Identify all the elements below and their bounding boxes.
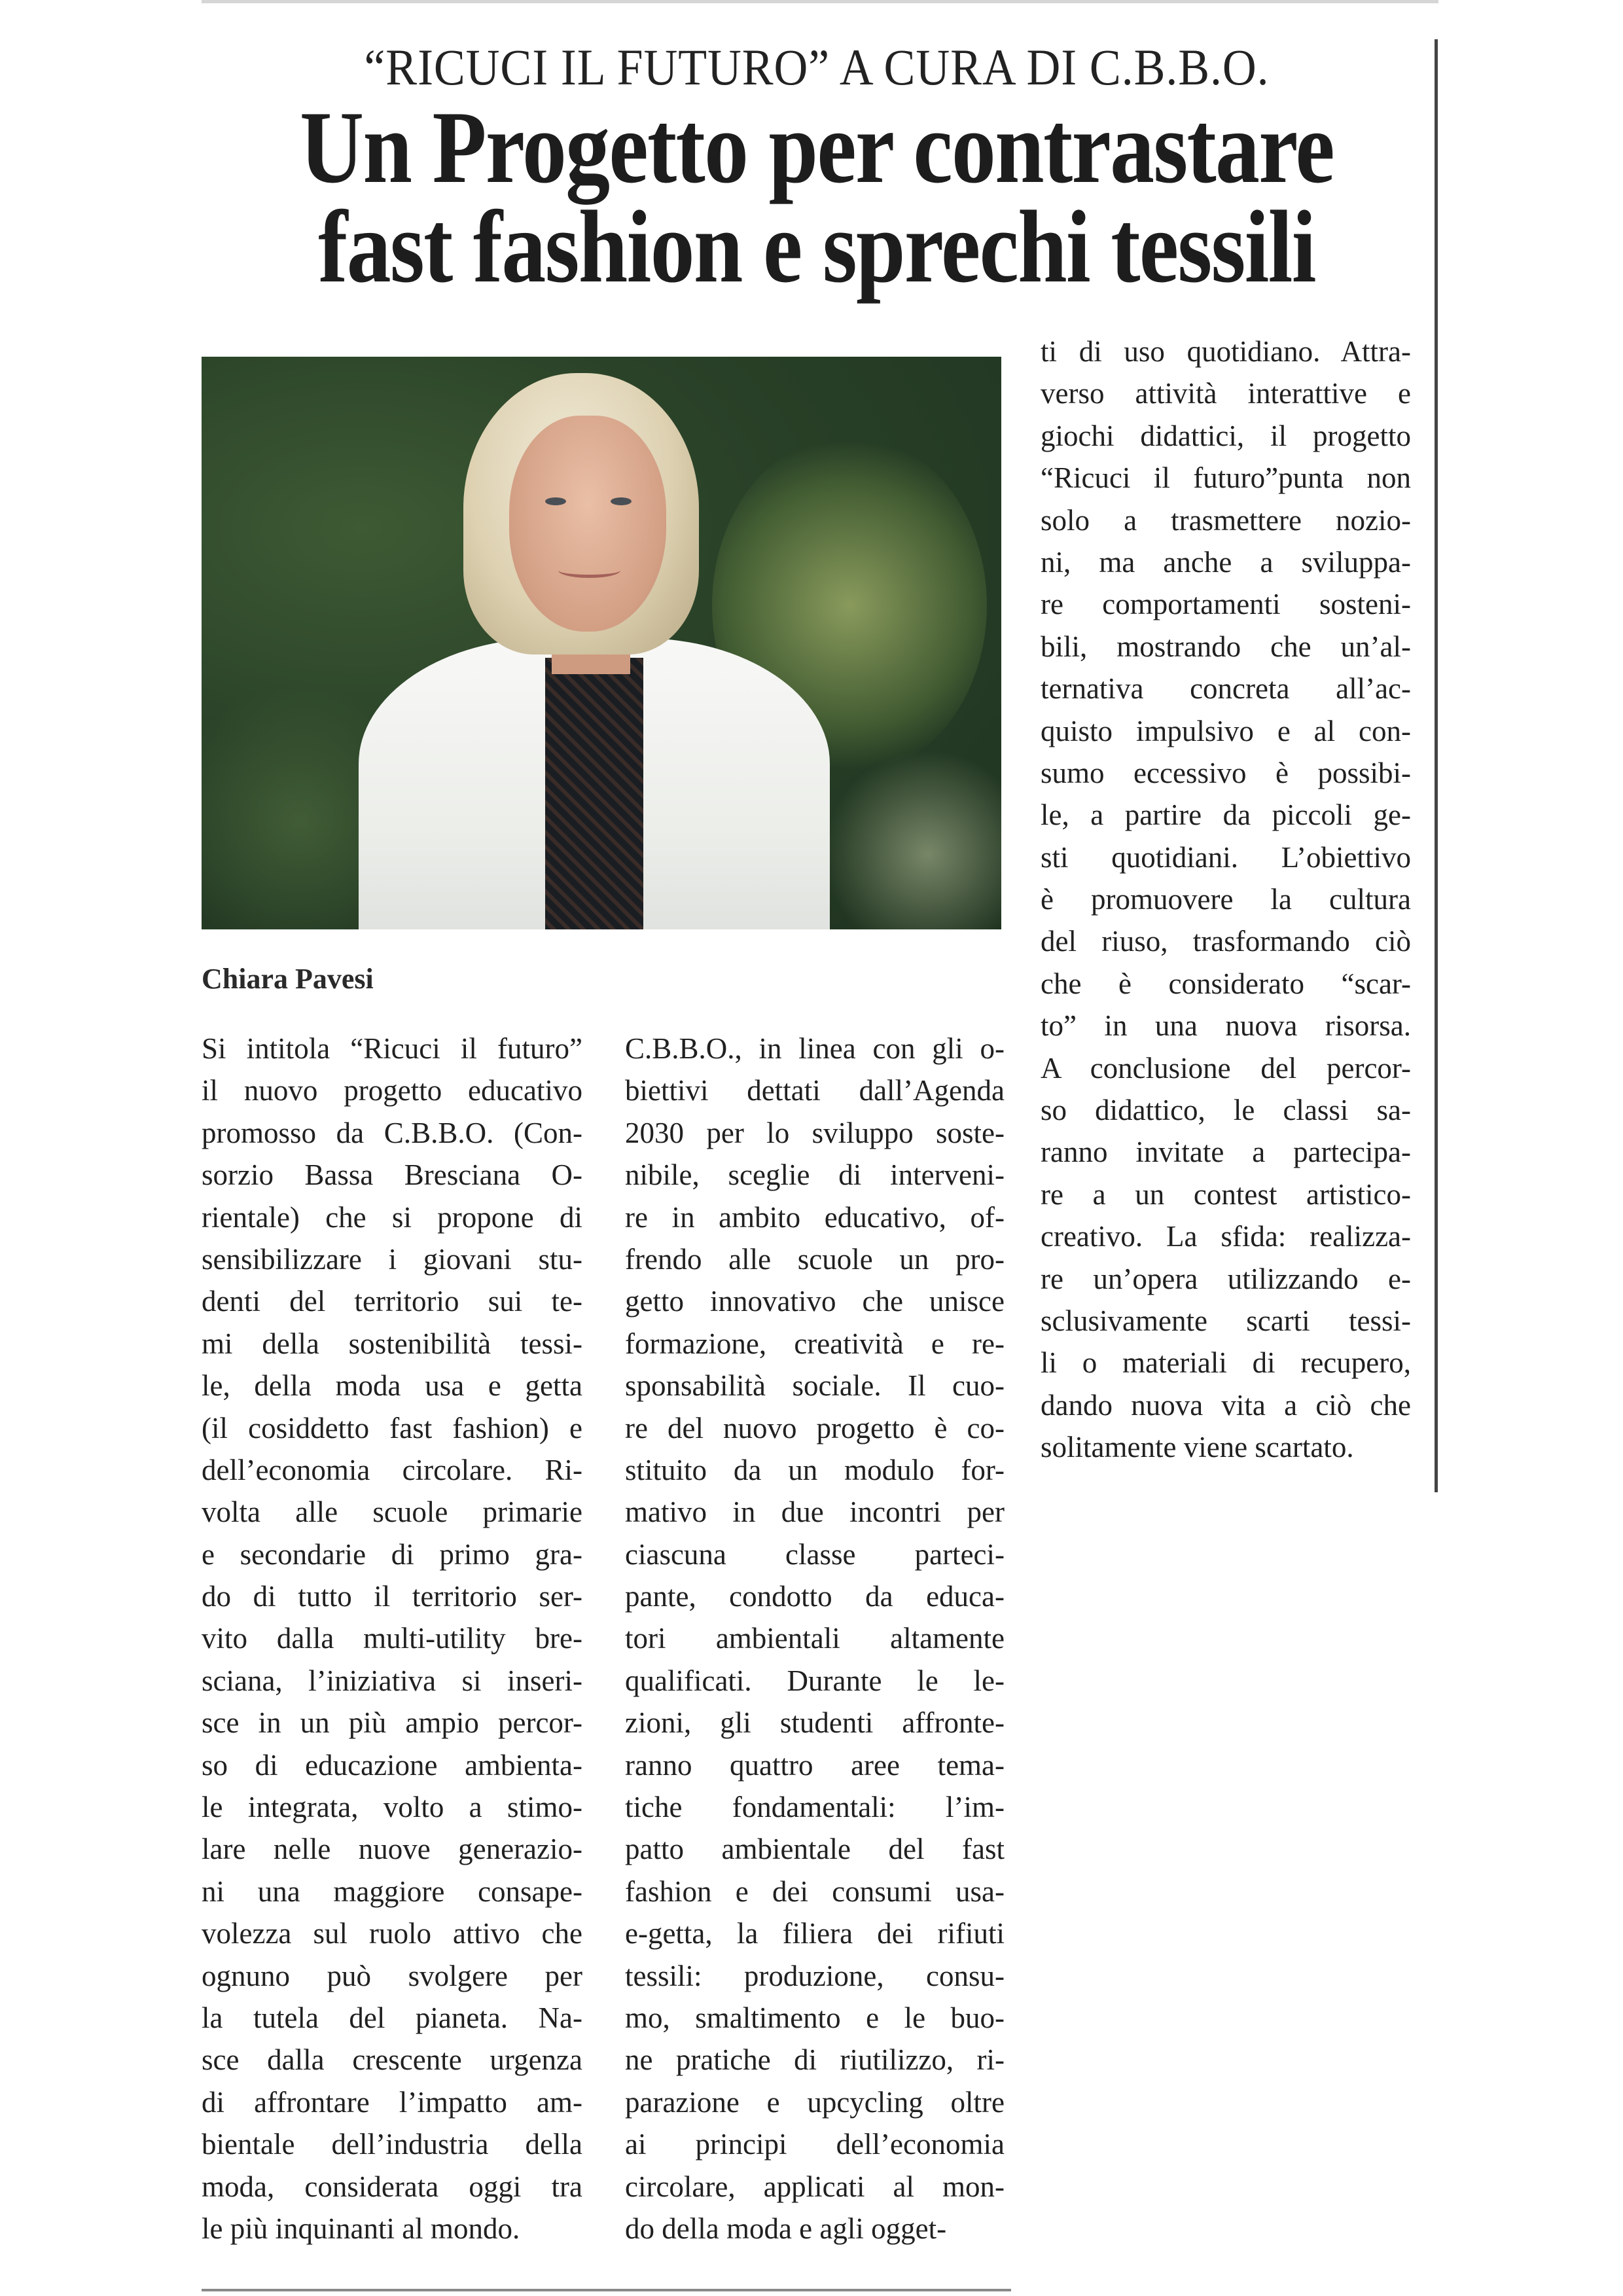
body-text-line: A conclusione del percor-	[1041, 1051, 1411, 1085]
body-text-line: so didattico, le classi sa-	[1041, 1094, 1411, 1127]
body-text-line: le integrata, volto a stimo-	[202, 1791, 582, 1824]
body-text-line: volta alle scuole primarie	[202, 1496, 582, 1529]
body-text-line: fashion e dei consumi usa-	[625, 1874, 1005, 1908]
body-text-line: vito dalla multi-utility bre-	[202, 1622, 582, 1655]
eye	[545, 497, 566, 505]
body-text-line: pante, condotto da educa-	[625, 1580, 1005, 1613]
body-text-line: solitamente viene scartato.	[1041, 1431, 1354, 1464]
body-text-line: ranno invitate a partecipa-	[1041, 1136, 1411, 1169]
body-text-line: to” in una nuova risorsa.	[1041, 1009, 1411, 1043]
body-text-line: le, della moda usa e getta	[202, 1369, 582, 1403]
byline-author: Chiara Pavesi	[202, 963, 374, 995]
body-text-line: verso attività interattive e	[1041, 377, 1411, 410]
body-column-3	[1041, 331, 1411, 1469]
body-text-line: il nuovo progetto educativo	[202, 1074, 582, 1107]
body-text-line: biettivi dettati dall’Agenda	[625, 1074, 1005, 1107]
body-text-line: stituito da un modulo for-	[625, 1453, 1005, 1486]
body-text-line: parazione e upcycling oltre	[625, 2085, 1005, 2119]
body-text-line: C.B.B.O., in linea con gli o-	[625, 1032, 1005, 1065]
body-text-line: rientale) che si propone di	[202, 1200, 582, 1234]
body-text-line: lare nelle nuove generazio-	[202, 1833, 582, 1866]
body-text-line: zioni, gli studenti affronte-	[625, 1706, 1005, 1740]
body-text-line: sce in un più ampio percor-	[202, 1706, 582, 1740]
body-text-line: re a un contest artistico-	[1041, 1177, 1411, 1211]
body-text-line: formazione, creatività e re-	[625, 1327, 1005, 1360]
headline-line: fast fashion e sprechi tessili	[318, 190, 1315, 304]
portrait-photo	[202, 357, 1001, 929]
body-text-line: tori ambientali altamente	[625, 1622, 1005, 1655]
body-text-line: solo a trasmettere nozio-	[1041, 503, 1411, 537]
body-text-line: do della moda e agli ogget-	[625, 2212, 947, 2245]
body-text-line: ranno quattro aree tema-	[625, 1748, 1005, 1782]
body-text-line: mativo in due incontri per	[625, 1496, 1005, 1529]
smile	[558, 563, 620, 578]
body-text-line: le più inquinanti al mondo.	[202, 2212, 520, 2245]
body-text-line: tessili: produzione, consu-	[625, 1959, 1005, 1992]
body-text-line: bientale dell’industria della	[202, 2128, 582, 2161]
body-text-line: volezza sul ruolo attivo che	[202, 1917, 582, 1950]
body-text-line: nibile, sceglie di interveni-	[625, 1158, 1005, 1192]
body-text-line: sumo eccessivo è possibi-	[1041, 756, 1411, 789]
body-text-line: creativo. La sfida: realizza-	[1041, 1220, 1411, 1253]
body-text-line: re del nuovo progetto è co-	[625, 1411, 1005, 1444]
body-text-line: re comportamenti sosteni-	[1041, 588, 1411, 621]
body-text-line: ti di uso quotidiano. Attra-	[1041, 335, 1411, 368]
body-text-line: bili, mostrando che un’al-	[1041, 630, 1411, 663]
body-text-line: ni una maggiore consape-	[202, 1874, 582, 1908]
body-text-line: moda, considerata oggi tra	[202, 2170, 582, 2203]
body-text-line: che è considerato “scar-	[1041, 967, 1411, 1000]
eye	[611, 497, 632, 505]
body-text-line: sce dalla crescente urgenza	[202, 2043, 582, 2077]
body-text-line: so di educazione ambienta-	[202, 1748, 582, 1782]
body-text-line: di affrontare l’impatto am-	[202, 2085, 582, 2119]
body-text-line: ternativa concreta all’ac-	[1041, 672, 1411, 706]
body-text-line: dell’economia circolare. Ri-	[202, 1453, 582, 1486]
headline	[288, 90, 1346, 304]
body-text-line: sorzio Bassa Bresciana O-	[202, 1158, 582, 1192]
top-rule	[202, 0, 1438, 3]
body-text-line: e secondarie di primo gra-	[202, 1537, 582, 1571]
body-text-line: sensibilizzare i giovani stu-	[202, 1242, 582, 1276]
body-text-line: giochi didattici, il progetto	[1041, 419, 1411, 452]
body-text-line: sponsabilità sociale. Il cuo-	[625, 1369, 1005, 1403]
headline-line: Un Progetto per contrastare	[300, 90, 1334, 205]
body-text-line: re in ambito educativo, of-	[625, 1200, 1005, 1234]
body-text-line: le, a partire da piccoli ge-	[1041, 798, 1411, 832]
body-text-line: 2030 per lo sviluppo soste-	[625, 1116, 1005, 1149]
body-text-line: ciascuna classe parteci-	[625, 1537, 1005, 1571]
body-text-line: denti del territorio sui te-	[202, 1285, 582, 1318]
body-text-line: getto innovativo che unisce	[625, 1285, 1005, 1318]
body-text-line: e-getta, la filiera dei rifiuti	[625, 1917, 1005, 1950]
body-text-line: mo, smaltimento e le buo-	[625, 2001, 1005, 2034]
body-text-line: frendo alle scuole un pro-	[625, 1242, 1005, 1276]
body-column-1	[202, 1028, 582, 2250]
body-text-line: ai principi dell’economia	[625, 2128, 1005, 2161]
body-text-line: (il cosiddetto fast fashion) e	[202, 1411, 582, 1444]
body-text-line: sciana, l’iniziativa si inseri-	[202, 1664, 582, 1697]
body-text-line: ni, ma anche a sviluppa-	[1041, 545, 1411, 579]
body-text-line: circolare, applicati al mon-	[625, 2170, 1005, 2203]
face	[509, 416, 666, 632]
body-text-line: “Ricuci il futuro”punta non	[1041, 461, 1411, 495]
body-text-line: sti quotidiani. L’obiettivo	[1041, 840, 1411, 874]
column-divider-rule	[1435, 39, 1438, 1492]
body-text-line: Si intitola “Ricuci il futuro”	[202, 1032, 582, 1065]
body-column-2	[625, 1028, 1005, 2250]
body-text-line: la tutela del pianeta. Na-	[202, 2001, 582, 2034]
body-text-line: dando nuova vita a ciò che	[1041, 1388, 1411, 1422]
body-text-line: li o materiali di recupero,	[1041, 1346, 1411, 1380]
body-text-line: re un’opera utilizzando e-	[1041, 1262, 1411, 1295]
bottom-rule	[202, 2289, 1011, 2291]
body-text-line: ne pratiche di riutilizzo, ri-	[625, 2043, 1005, 2077]
body-text-line: tiche fondamentali: l’im-	[625, 1791, 1005, 1824]
body-text-line: del riuso, trasformando ciò	[1041, 925, 1411, 958]
foliage-bokeh	[823, 749, 1001, 929]
body-text-line: ognuno può svolgere per	[202, 1959, 582, 1992]
kicker: “RICUCI IL FUTURO” A CURA DI C.B.B.O.	[364, 39, 1270, 96]
body-text-line: promosso da C.B.B.O. (Con-	[202, 1116, 582, 1149]
body-text-line: mi della sostenibilità tessi-	[202, 1327, 582, 1360]
body-text-line: quisto impulsivo e al con-	[1041, 714, 1411, 747]
lace-top	[545, 658, 643, 929]
body-text-line: sclusivamente scarti tessi-	[1041, 1304, 1411, 1337]
body-text-line: è promuovere la cultura	[1041, 883, 1411, 916]
body-text-line: qualificati. Durante le le-	[625, 1664, 1005, 1697]
body-text-line: do di tutto il territorio ser-	[202, 1580, 582, 1613]
body-text-line: patto ambientale del fast	[625, 1833, 1005, 1866]
